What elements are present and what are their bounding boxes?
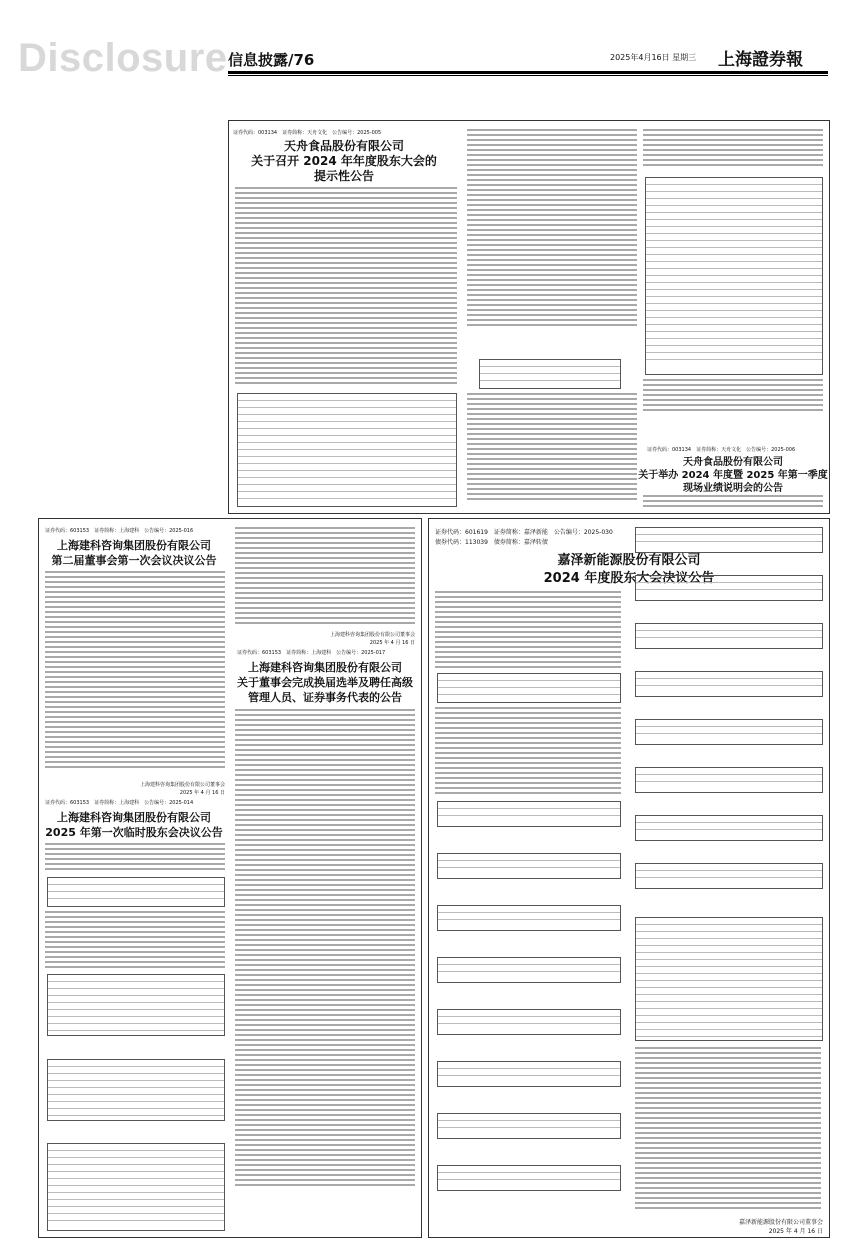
notice-f-vote-table-1 xyxy=(437,801,621,827)
notice-a-body xyxy=(235,187,457,387)
notice-b-body xyxy=(643,379,823,414)
notice-c-date: 2025 年 4 月 16 日 xyxy=(179,790,225,796)
notice-f-vote-table-10 xyxy=(635,575,823,601)
notice-a-body-col2b xyxy=(467,393,637,503)
notice-f-vote-table-13 xyxy=(635,719,823,745)
page-header xyxy=(0,0,857,88)
notice-f-body xyxy=(435,591,621,671)
notice-e-subtitle: 管理人员、证券事务代表的公告 xyxy=(248,691,402,704)
notice-f-vote-table-3 xyxy=(437,905,621,931)
notice-e-title: 关于董事会完成换届选举及聘任高级 xyxy=(237,676,413,689)
notice-f-vote-table-11 xyxy=(635,623,823,649)
notice-a-stock-line: 证券代码：003134 证券简称：天舟文化 公告编号：2025-005 xyxy=(233,130,382,136)
notice-d-vote-table-2 xyxy=(47,1059,225,1121)
notice-f-vote-table-4 xyxy=(437,957,621,983)
notice-d-vote-table-3 xyxy=(47,1143,225,1231)
notice-f-vote-table-12 xyxy=(635,671,823,697)
notice-f-board: 嘉泽新能源股份有限公司董事会 xyxy=(738,1219,823,1226)
notice-f-body-3 xyxy=(635,1047,821,1212)
notice-f-vote-table-15 xyxy=(635,815,823,841)
notice-f-vote-table-14 xyxy=(635,767,823,793)
notice-a-proxy-form-table xyxy=(479,359,621,389)
notice-f-date: 2025 年 4 月 16 日 xyxy=(768,1228,823,1235)
notice-c-date-2: 2025 年 4 月 16 日 xyxy=(369,640,415,646)
notice-f-body-2 xyxy=(435,707,621,797)
notice-f-stock-line-2: 债券代码：113039 债券简称：嘉泽转债 xyxy=(435,539,548,546)
notice-d-company: 上海建科咨询集团股份有限公司 xyxy=(57,811,211,824)
notice-c-title: 第二届董事会第一次会议决议公告 xyxy=(51,554,217,567)
notice-d-stock-line: 证券代码：603153 证券简称：上海建科 公告编号：2025-014 xyxy=(45,800,194,806)
notice-b-company: 天舟食品股份有限公司 xyxy=(683,457,783,468)
notice-c-company: 上海建科咨询集团股份有限公司 xyxy=(57,539,211,552)
notice-d-body-2 xyxy=(45,911,225,971)
header-rule-thin xyxy=(228,75,828,76)
notice-c-board-2: 上海建科咨询集团股份有限公司董事会 xyxy=(329,632,415,638)
notice-a-body-col2 xyxy=(467,129,637,329)
notice-b-table xyxy=(645,177,823,375)
notice-f-minority-table xyxy=(635,917,823,1041)
notice-b-subtitle: 现场业绩说明会的公告 xyxy=(683,483,783,494)
notice-c-stock-line: 证券代码：603153 证券简称：上海建科 公告编号：2025-016 xyxy=(45,528,194,534)
header-rule xyxy=(228,71,828,74)
notice-f-vote-table-5 xyxy=(437,1009,621,1035)
notice-d-title: 2025 年第一次临时股东会决议公告 xyxy=(45,826,223,839)
notice-c-body xyxy=(45,571,225,771)
notice-c-body-col2 xyxy=(235,527,415,627)
notice-f-title: 2024 年度股东大会决议公告 xyxy=(543,571,715,586)
notice-d-vote-table-1 xyxy=(47,974,225,1036)
issue-date: 2025年4月16日 星期三 xyxy=(610,53,697,62)
notice-e-stock-line: 证券代码：603153 证券简称：上海建科 公告编号：2025-017 xyxy=(237,650,386,656)
notice-panel-top xyxy=(228,120,830,514)
notice-d-body xyxy=(45,843,225,873)
notice-c-board: 上海建科咨询集团股份有限公司董事会 xyxy=(139,782,225,788)
notice-f-vote-table-7 xyxy=(437,1113,621,1139)
notice-a-title: 关于召开 2024 年年度股东大会的 xyxy=(251,154,437,168)
notice-f-vote-table-9 xyxy=(635,527,823,553)
notice-f-vote-table-8 xyxy=(437,1165,621,1191)
brand-logo: Disclosure xyxy=(18,36,228,80)
notice-a-proposal-table xyxy=(237,393,457,507)
notice-panel-bottom-left xyxy=(38,518,422,1238)
notice-f-company: 嘉泽新能源股份有限公司 xyxy=(557,553,701,568)
notice-f-vote-table-2 xyxy=(437,853,621,879)
notice-b-title: 关于举办 2024 年度暨 2025 年第一季度 xyxy=(638,470,828,481)
notice-f-attendance-table xyxy=(437,673,621,703)
notice-a-company: 天舟食品股份有限公司 xyxy=(283,139,404,153)
notice-d-attendance-table xyxy=(47,877,225,907)
notice-panel-bottom-right xyxy=(428,518,830,1238)
notice-f-vote-table-16 xyxy=(635,863,823,889)
notice-b-intro xyxy=(643,129,823,169)
notice-e-company: 上海建科咨询集团股份有限公司 xyxy=(248,661,402,674)
notice-a-subtitle: 提示性公告 xyxy=(313,169,374,183)
notice-f-vote-table-6 xyxy=(437,1061,621,1087)
notice-b-stock-line: 证券代码：003134 证券简称：天舟文化 公告编号：2025-006 xyxy=(647,447,796,453)
notice-b-body-2 xyxy=(643,495,823,510)
notice-e-body xyxy=(235,709,415,1189)
notice-f-stock-line-1: 证券代码：601619 证券简称：嘉泽新能 公告编号：2025-030 xyxy=(435,529,613,536)
section-title: 信息披露/76 xyxy=(228,51,315,69)
newspaper-name: 上海證券報 xyxy=(718,50,803,70)
